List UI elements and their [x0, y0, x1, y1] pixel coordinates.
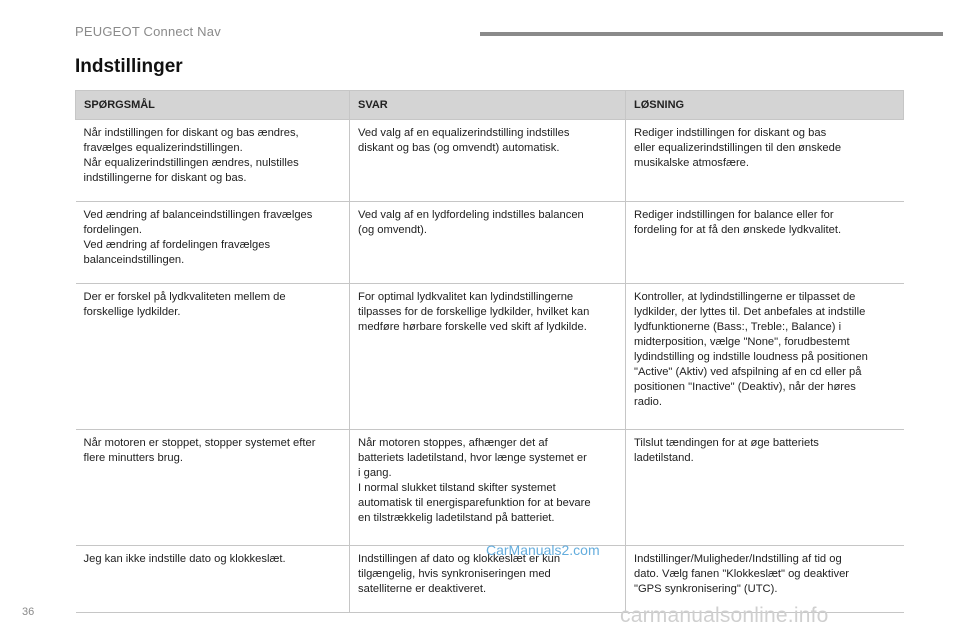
page-number: 36 — [22, 606, 35, 618]
table-header-row — [76, 91, 904, 120]
question-cell: Når motoren er stoppet, stopper systemet efter flere minutters brug. — [76, 430, 350, 546]
question-cell: Når indstillingen for diskant og bas ændres, fravælges equalizerindstillingen. Når equalizerindstillingen ændres, nulstilles indstillingerne for diskant og bas. — [76, 120, 350, 202]
table-row — [76, 430, 904, 546]
question-cell: Ved ændring af balanceindstillingen fravælges fordelingen. Ved ændring af fordelingen fravælges balanceindstillingen. — [76, 202, 350, 284]
question-cell: Der er forskel på lydkvaliteten mellem de forskellige lydkilder. — [76, 284, 350, 430]
column-header-solution: LØSNING — [626, 91, 904, 120]
column-header-answer: SVAR — [350, 91, 626, 120]
header-divider-bar — [480, 32, 943, 36]
solution-cell: Tilslut tændingen for at øge batteriets ladetilstand. — [626, 430, 904, 546]
column-header-question: SPØRGSMÅL — [76, 91, 350, 120]
answer-cell: Ved valg af en equalizerindstilling indstilles diskant og bas (og omvendt) automatisk. — [350, 120, 626, 202]
table-row — [76, 284, 904, 430]
troubleshooting-table — [75, 90, 904, 613]
answer-cell: Når motoren stoppes, afhænger det af batteriets ladetilstand, hvor længe systemet er i gang. I normal slukket tilstand skifter systemet automatisk til energisparefunktion for at bevare en tilstrækkelig ladetilstand på batteriet. — [350, 430, 626, 546]
answer-cell: For optimal lydkvalitet kan lydindstillingerne tilpasses for de forskellige lydkilder, hvilket kan medføre hørbare forskelle ved skift af lydkilde. — [350, 284, 626, 430]
table-row — [76, 120, 904, 202]
solution-cell: Kontroller, at lydindstillingerne er tilpasset de lydkilder, der lyttes til. Det anbefales at indstille lydfunktionerne (Bass:, Treble:, Balance) i midterposition, vælge "None", forudbestemt lydindstilling og indstille loudness på positionen "Active" (Aktiv) ved afspilning af en cd eller på positionen "Inactive" (Deaktiv), når der høres radio. — [626, 284, 904, 430]
solution-cell: Rediger indstillingen for balance eller for fordeling for at få den ønskede lydkvalitet. — [626, 202, 904, 284]
table-row — [76, 202, 904, 284]
answer-cell: Ved valg af en lydfordeling indstilles balancen (og omvendt). — [350, 202, 626, 284]
answer-cell: Indstillingen af dato og klokkeslæt er kun tilgængelig, hvis synkroniseringen med satelliterne er deaktiveret. — [350, 546, 626, 613]
footer-watermark: carmanualsonline.info — [620, 604, 829, 627]
inline-watermark: CarManuals2.com — [486, 542, 600, 558]
question-cell: Jeg kan ikke indstille dato og klokkeslæt. — [76, 546, 350, 613]
solution-cell: Indstillinger/Muligheder/Indstilling af tid og dato. Vælg fanen "Klokkeslæt" og deaktiver "GPS synkronisering" (UTC). — [626, 546, 904, 613]
solution-cell: Rediger indstillingen for diskant og bas eller equalizerindstillingen til den ønskede musikalske atmosfære. — [626, 120, 904, 202]
page-title: Indstillinger — [75, 56, 183, 77]
manual-header-title: PEUGEOT Connect Nav — [75, 24, 221, 39]
